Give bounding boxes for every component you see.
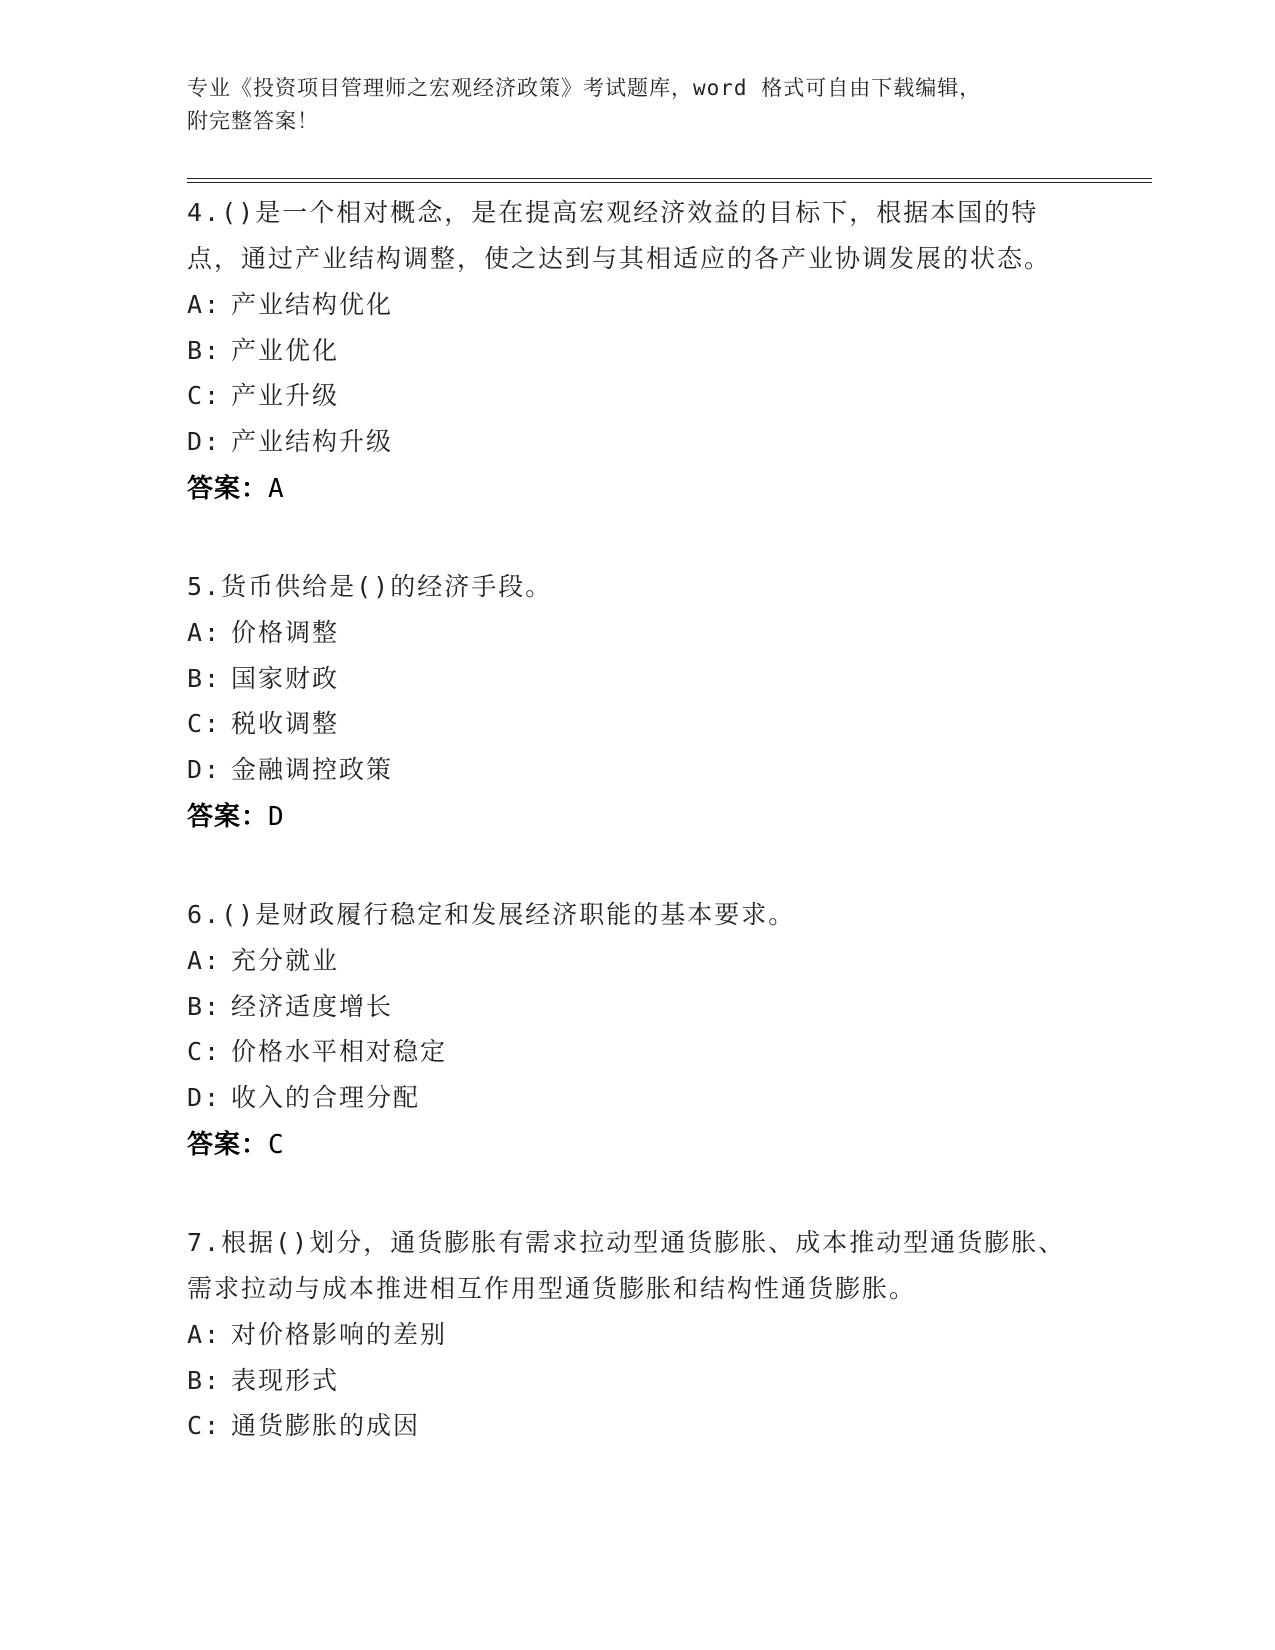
- option-letter: B:: [187, 335, 222, 365]
- option-letter: B:: [187, 1365, 222, 1395]
- option-letter: C:: [187, 1411, 222, 1440]
- option-d: [187, 747, 1067, 793]
- question-text: 5.货币供给是()的经济手段。: [187, 572, 553, 601]
- option-letter: D:: [187, 754, 222, 784]
- question-list: [187, 190, 1067, 1501]
- option-text: 对价格影响的差别: [231, 1320, 448, 1349]
- option-text: 收入的合理分配: [231, 1082, 421, 1112]
- option-letter: A:: [187, 946, 222, 975]
- question-text: 4.()是一个相对概念，是在提高宏观经济效益的目标下，根据本国的特点，通过产业结构调整，使之达到与其相适应的各产业协调发展的状态。: [187, 198, 1052, 273]
- header-line-2: 附完整答案！: [187, 109, 319, 133]
- option-c: [187, 701, 1067, 747]
- option-text: 国家财政: [231, 663, 340, 693]
- option-d: [187, 419, 1067, 465]
- option-a: [187, 610, 1067, 656]
- option-letter: A:: [187, 1320, 222, 1349]
- question-text: 7.根据()划分，通货膨胀有需求拉动型通货膨胀、成本推动型通货膨胀、需求拉动与成本推进相互作用型通货膨胀和结构性通货膨胀。: [187, 1228, 1066, 1303]
- answer-value: D: [268, 802, 285, 832]
- option-a: [187, 1312, 1067, 1358]
- option-text: 产业升级: [231, 381, 340, 410]
- option-letter: C:: [187, 381, 222, 410]
- answer-label: 答案：: [187, 474, 269, 504]
- answer-line: [187, 466, 1067, 512]
- option-c: [187, 1029, 1067, 1075]
- option-text: 经济适度增长: [231, 991, 394, 1021]
- question-text: 6.()是财政履行稳定和发展经济职能的基本要求。: [187, 900, 796, 929]
- option-d: [187, 1075, 1067, 1121]
- option-text: 充分就业: [231, 946, 340, 975]
- question-5: [187, 564, 1067, 840]
- option-text: 金融调控政策: [231, 754, 394, 784]
- document-page: [187, 0, 1152, 1650]
- option-letter: D:: [187, 426, 222, 456]
- option-text: 价格调整: [231, 618, 340, 647]
- header-line-1: 专业《投资项目管理师之宏观经济政策》考试题库，word 格式可自由下载编辑，: [187, 76, 982, 100]
- answer-value: A: [268, 474, 285, 504]
- option-b: [187, 328, 1067, 374]
- option-text: 税收调整: [231, 709, 340, 738]
- question-6: [187, 892, 1067, 1168]
- option-text: 价格水平相对稳定: [231, 1037, 448, 1066]
- answer-value: C: [268, 1130, 285, 1160]
- option-b: [187, 984, 1067, 1030]
- option-b: [187, 656, 1067, 702]
- option-letter: B:: [187, 991, 222, 1021]
- option-text: 表现形式: [231, 1365, 340, 1395]
- header-divider: [187, 178, 1152, 183]
- document-header: [187, 72, 1087, 138]
- option-letter: C:: [187, 1037, 222, 1066]
- option-letter: A:: [187, 618, 222, 647]
- option-a: [187, 938, 1067, 984]
- option-letter: A:: [187, 290, 222, 319]
- option-text: 产业结构升级: [231, 426, 394, 456]
- option-c: [187, 373, 1067, 419]
- option-b: [187, 1358, 1067, 1404]
- answer-label: 答案：: [187, 802, 269, 832]
- answer-label: 答案：: [187, 1130, 269, 1160]
- answer-line: [187, 1122, 1067, 1168]
- option-letter: D:: [187, 1082, 222, 1112]
- question-7: [187, 1220, 1067, 1449]
- option-letter: B:: [187, 663, 222, 693]
- option-letter: C:: [187, 709, 222, 738]
- question-4: [187, 190, 1067, 512]
- option-text: 产业优化: [231, 335, 340, 365]
- option-a: [187, 282, 1067, 328]
- answer-line: [187, 794, 1067, 840]
- option-text: 产业结构优化: [231, 290, 394, 319]
- option-text: 通货膨胀的成因: [231, 1411, 421, 1440]
- option-c: [187, 1403, 1067, 1449]
